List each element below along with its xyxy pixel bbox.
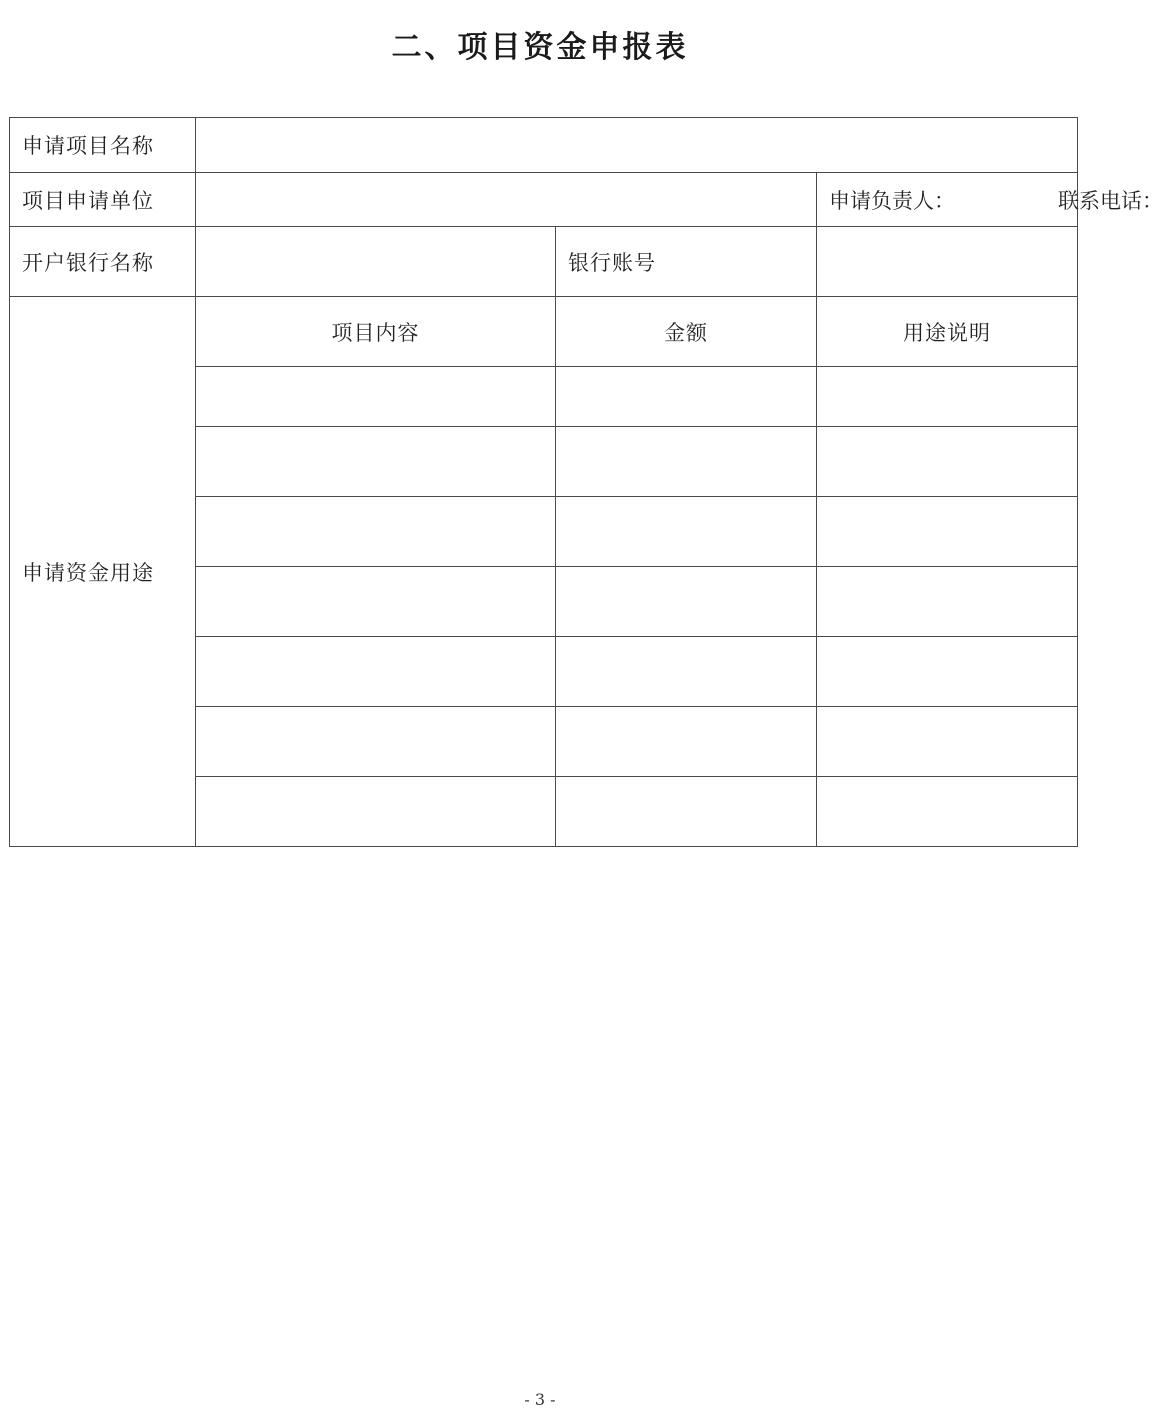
usage-amount-cell[interactable]	[556, 637, 817, 707]
usage-description-cell[interactable]	[817, 777, 1078, 847]
contact-phone-label: 联系电话：	[1058, 188, 1163, 213]
applicant-unit-label: 项目申请单位	[10, 173, 196, 227]
row-bank	[10, 227, 1078, 297]
row-project-name	[10, 118, 1078, 173]
usage-amount-cell[interactable]	[556, 427, 817, 497]
project-name-label: 申请项目名称	[10, 118, 196, 173]
usage-description-cell[interactable]	[817, 497, 1078, 567]
usage-content-cell[interactable]	[196, 567, 556, 637]
bank-account-field[interactable]	[817, 227, 1078, 297]
applicant-unit-field[interactable]	[196, 173, 817, 227]
header-amount: 金额	[556, 297, 817, 367]
usage-content-cell[interactable]	[196, 777, 556, 847]
usage-description-cell[interactable]	[817, 707, 1078, 777]
project-name-field[interactable]	[196, 118, 1078, 173]
usage-amount-cell[interactable]	[556, 367, 817, 427]
page-title: 二、项目资金申报表	[391, 30, 689, 65]
usage-description-cell[interactable]	[817, 367, 1078, 427]
usage-amount-cell[interactable]	[556, 567, 817, 637]
bank-account-label: 银行账号	[556, 227, 817, 297]
usage-amount-cell[interactable]	[556, 497, 817, 567]
usage-content-cell[interactable]	[196, 367, 556, 427]
bank-name-field[interactable]	[196, 227, 556, 297]
usage-content-cell[interactable]	[196, 707, 556, 777]
usage-content-cell[interactable]	[196, 427, 556, 497]
page-number: - 3 -	[524, 1390, 556, 1409]
contact-cell[interactable]	[817, 173, 1163, 227]
responsible-person-label: 申请负责人：	[829, 188, 955, 213]
usage-content-cell[interactable]	[196, 637, 556, 707]
usage-amount-cell[interactable]	[556, 707, 817, 777]
bank-name-label: 开户银行名称	[10, 227, 196, 297]
usage-content-cell[interactable]	[196, 497, 556, 567]
usage-header-row	[10, 297, 1078, 367]
usage-description-cell[interactable]	[817, 637, 1078, 707]
usage-description-cell[interactable]	[817, 567, 1078, 637]
fund-usage-label: 申请资金用途	[10, 297, 196, 847]
header-project-content: 项目内容	[196, 297, 556, 367]
header-usage-description: 用途说明	[817, 297, 1078, 367]
usage-amount-cell[interactable]	[556, 777, 817, 847]
fund-application-table	[9, 117, 1163, 847]
usage-description-cell[interactable]	[817, 427, 1078, 497]
row-applicant-unit	[10, 173, 1078, 227]
